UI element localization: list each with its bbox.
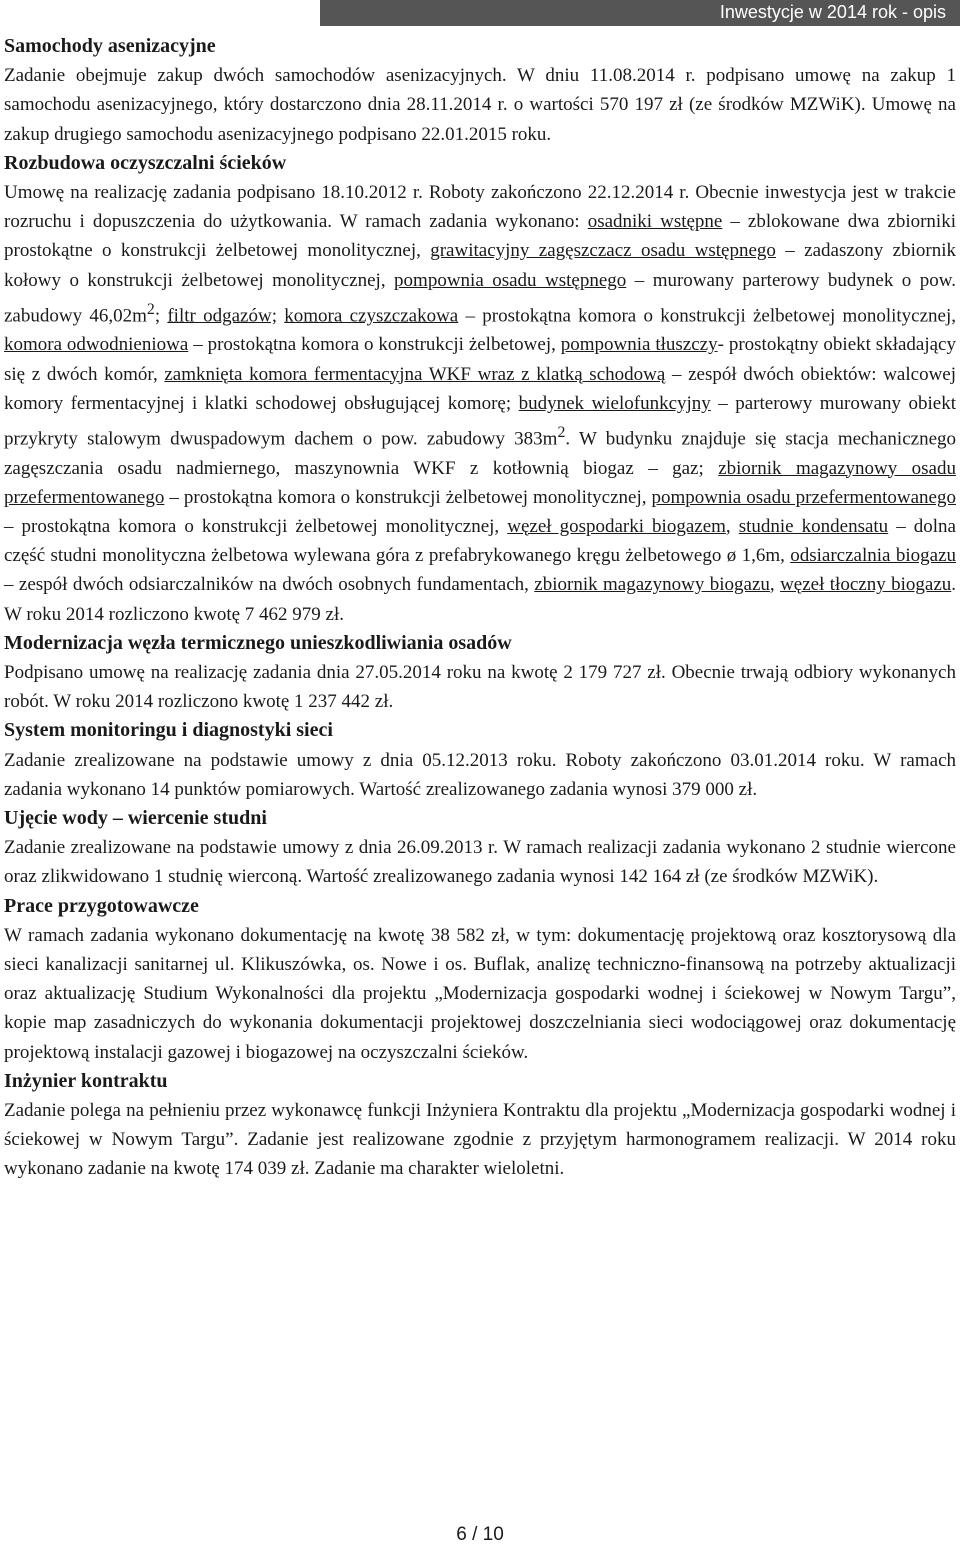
text-run: ;	[154, 305, 168, 327]
section-heading: Rozbudowa oczyszczalni ścieków	[4, 151, 287, 174]
superscript: 2	[557, 423, 566, 441]
underlined-term: studnie kondensatu	[738, 515, 889, 537]
document-title: Inwestycje w 2014 rok - opis	[719, 2, 946, 22]
underlined-term: pompownia osadu wstępnego	[394, 269, 627, 291]
text-run: - prostokątny obiekt składający się z dwóch komór,	[4, 334, 956, 385]
underlined-term: zbiornik magazynowy biogazu	[534, 574, 770, 596]
text-run: – parterowy murowany obiekt przykryty stalowym dwuspadowym dachem o pow. zabudowy 383m	[4, 392, 956, 450]
text-run: W ramach zadania wykonano:	[332, 211, 588, 233]
underlined-term: grawitacyjny zagęszczacz osadu wstępnego	[430, 240, 776, 262]
section-paragraph: Zadanie polega na pełnieniu przez wykonawcę funkcji Inżyniera Kontraktu dla projektu „Modernizacja gospodarki wodnej i ściekowej w Nowym Targu”. Zadanie jest realizowane zgodnie z przyjętym harmonogramem realizacji. W 2014 roku wykonano zadanie na kwotę 174 039 zł. Zadanie ma charakter wieloletni.	[4, 1099, 956, 1180]
text-run: – murowany parterowy budynek o pow. zabudowy 46,02m	[4, 269, 957, 327]
text-run: ,	[769, 574, 781, 596]
text-run: – zadaszony zbiornik kołowy o konstrukcji żelbetowej monolitycznej,	[4, 240, 956, 291]
underlined-term: filtr odgazów;	[167, 305, 277, 327]
section-paragraph: Podpisano umowę na realizację zadania dnia 27.05.2014 roku na kwotę 2 179 727 zł. Obecnie trwają odbiory wykonanych robót. W roku 2014 rozliczono kwotę 1 237 442 zł.	[4, 661, 956, 713]
section-heading: System monitoringu i diagnostyki sieci	[4, 719, 333, 742]
underlined-term: budynek wielofunkcyjny	[518, 392, 711, 414]
page-number: 6 / 10	[456, 1524, 504, 1545]
section-heading: Ujęcie wody – wiercenie studni	[4, 806, 267, 829]
section-heading: Modernizacja węzła termicznego unieszkodliwiania osadów	[4, 631, 512, 654]
text-run: – prostokątna komora o konstrukcji żelbetowej monolitycznej,	[164, 486, 652, 508]
section-heading: Prace przygotowawcze	[4, 894, 199, 917]
text-run: – dolna część studni monolityczna żelbetowa wylewana góra z prefabrykowanego kręgu żelbetowego ø 1,6m,	[4, 515, 956, 567]
underlined-term: zbiornik magazynowy osadu przefermentowanego	[4, 457, 956, 508]
underlined-term: komora odwodnieniowa	[4, 334, 189, 356]
section-paragraph: Zadanie zrealizowane na podstawie umowy z dnia 26.09.2013 r. W ramach realizacji zadania wykonano 2 studnie wiercone oraz zlikwidowano 1 studnię wierconą. Wartość zrealizowanego zadania wynosi 142 164 zł (ze środków MZWiK).	[4, 837, 956, 888]
section-paragraph	[4, 178, 956, 629]
section-paragraph: Zadanie obejmuje zakup dwóch samochodów asenizacyjnych. W dniu 11.08.2014 r. podpisano umowę na zakup 1 samochodu asenizacyjnego, który dostarczono dnia 28.11.2014 r. o wartości 570 197 zł (ze środków MZWiK). Umowę na zakup drugiego samochodu asenizacyjnego podpisano 22.01.2015 roku.	[4, 65, 956, 145]
section-heading: Inżynier kontraktu	[4, 1069, 168, 1092]
paragraph-lead: Umowę na realizację zadania podpisano 18.10.2012 r. Roboty zakończono 22.12.2014 r. Obecnie inwestycja jest w trakcie rozruchu i dopuszczenia do użytkowania.	[4, 182, 956, 233]
text-run: – prostokątna komora o konstrukcji żelbetowej monolitycznej,	[4, 515, 508, 537]
underlined-term: osadniki wstępne	[587, 211, 723, 233]
underlined-term: komora czyszczakowa	[284, 305, 459, 327]
section-paragraph: W ramach zadania wykonano dokumentację na kwotę 38 582 zł, w tym: dokumentację projektową oraz kosztorysową dla sieci kanalizacji sanitarnej ul. Klikuszówka, os. Nowe i os. Buflak, analizę techniczno-finansową na potrzeby aktualizacji oraz aktualizację Studium Wykonalności dla projektu „Modernizacja gospodarki wodnej i ściekowej w Nowym Targu”, kopie map zasadniczych do wykonania dokumentacji projektowej doszczelniania sieci wodociągowej oraz dokumentację projektową instalacji gazowej i biogazowej na oczyszczalni ścieków.	[4, 924, 956, 1063]
underlined-term: zamknięta komora fermentacyjna WKF wraz z klatką schodową	[164, 363, 666, 385]
document-body	[4, 32, 956, 1184]
section-heading: Samochody asenizacyjne	[4, 35, 216, 57]
text-run: – prostokątna komora o konstrukcji żelbetowej,	[188, 334, 561, 356]
underlined-term: pompownia osadu przefermentowanego	[651, 486, 956, 508]
underlined-term: odsiarczalnia biogazu	[790, 545, 956, 567]
underlined-term: pompownia tłuszczy	[560, 334, 718, 356]
section-paragraph: Zadanie zrealizowane na podstawie umowy z dnia 05.12.2013 roku. Roboty zakończono 03.01.2014 roku. W ramach zadania wykonano 14 punktów pomiarowych. Wartość zrealizowanego zadania wynosi 379 000 zł.	[4, 749, 956, 800]
text-run: – zblokowane dwa zbiorniki prostokątne o konstrukcji żelbetowej monolitycznej,	[4, 211, 956, 262]
superscript: 2	[146, 300, 155, 318]
text-run: ,	[725, 515, 739, 537]
text-run: – zespół dwóch obiektów: walcowej komory fermentacyjnej i klatki schodowej obsługującej komorę;	[4, 363, 957, 414]
text-run: . W roku 2014 rozliczono kwotę 7 462 979 zł.	[4, 574, 957, 625]
text-run: – zespół dwóch odsiarczalników na dwóch osobnych fundamentach,	[4, 574, 535, 596]
text-run: – prostokątna komora o konstrukcji żelbetowej monolitycznej,	[458, 305, 956, 327]
text-run: . W budynku znajduje się stacja mechanicznego zagęszczania osadu nadmiernego, maszynownia WKF z kotłownią biogaz – gaz;	[4, 428, 956, 479]
underlined-term: węzeł tłoczny biogazu	[780, 574, 952, 596]
underlined-term: węzeł gospodarki biogazem	[507, 515, 726, 537]
